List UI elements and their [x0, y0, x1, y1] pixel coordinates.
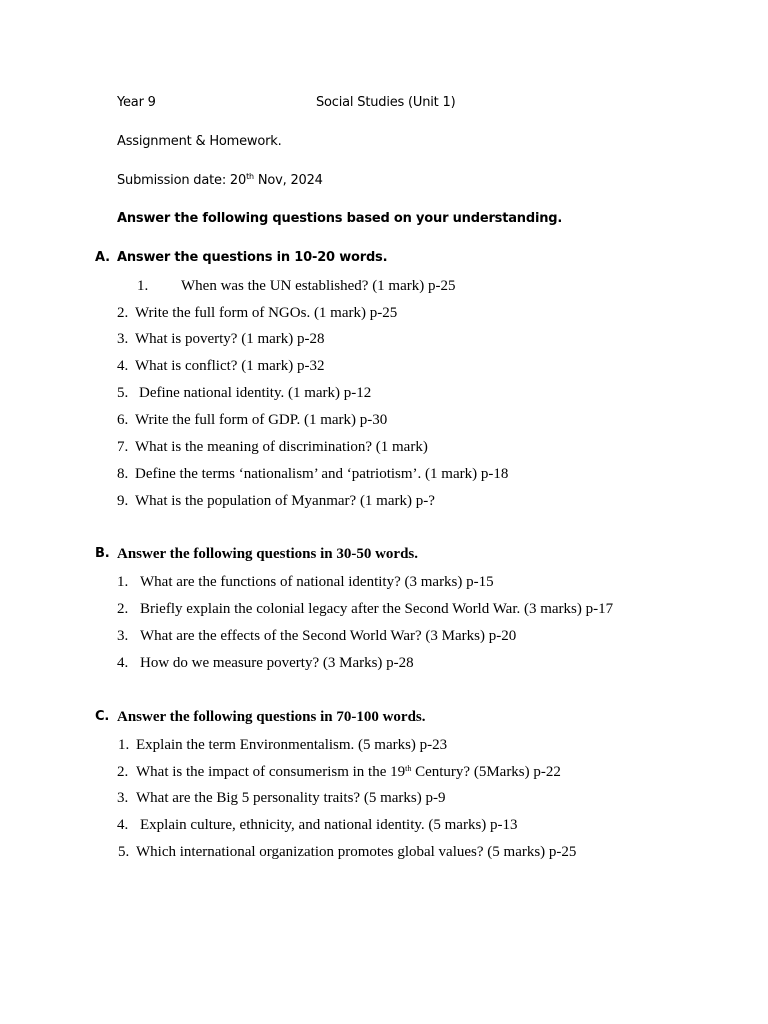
item-text: What is poverty? (1 mark) p-28 [135, 331, 325, 347]
item-number: 5. [118, 844, 130, 860]
list-item [117, 789, 446, 807]
item-text-sup: th [405, 764, 412, 773]
submission-suffix: Nov, 2024 [253, 173, 323, 188]
item-number: 1. [118, 737, 130, 753]
item-text: Explain the term Environmentalism. (5 marks) p-23 [136, 737, 448, 753]
item-text: What are the effects of the Second World War? (3 Marks) p-20 [140, 628, 517, 644]
item-number: 6. [117, 412, 129, 428]
submission-date [117, 172, 323, 190]
item-number: 2. [117, 764, 129, 780]
item-text: Define the terms ‘nationalism’ and ‘patriotism’. (1 mark) p-18 [135, 466, 509, 482]
item-text: Define national identity. (1 mark) p-12 [139, 385, 372, 401]
list-item [117, 573, 494, 591]
submission-sup: th [246, 172, 254, 181]
item-number: 4. [117, 655, 129, 671]
item-text: What is the impact of consumerism in the 19 [136, 764, 406, 780]
list-item [117, 816, 518, 834]
item-text: When was the UN established? (1 mark) p-25 [181, 278, 456, 294]
item-number: 4. [117, 817, 129, 833]
list-item [117, 357, 325, 375]
item-number: 2. [117, 601, 129, 617]
list-item [117, 492, 435, 510]
item-text: Write the full form of GDP. (1 mark) p-30 [135, 412, 388, 428]
list-item [117, 763, 561, 781]
item-text: What is the meaning of discrimination? (1 mark) [135, 439, 428, 455]
item-text: How do we measure poverty? (3 Marks) p-28 [140, 655, 414, 671]
list-item [117, 411, 387, 429]
section-a-title: Answer the questions in 10-20 words. [117, 250, 388, 265]
year-label: Year 9 [117, 95, 156, 110]
item-text: Century? (5Marks) p-22 [411, 764, 561, 780]
section-c-letter: C. [95, 709, 110, 724]
section-b-title: Answer the following questions in 30-50 words. [117, 546, 419, 562]
item-text: Write the full form of NGOs. (1 mark) p-25 [135, 305, 398, 321]
list-item [117, 627, 516, 645]
section-b-letter: B. [95, 546, 110, 561]
item-text: What is the population of Myanmar? (1 mark) p-? [135, 493, 435, 509]
item-number: 9. [117, 493, 129, 509]
item-number: 3. [117, 331, 129, 347]
item-number: 3. [117, 628, 129, 644]
item-text: What are the Big 5 personality traits? (5 marks) p-9 [136, 790, 446, 806]
item-number: 1. [137, 278, 149, 294]
item-number: 4. [117, 358, 129, 374]
list-item [117, 384, 371, 402]
item-number: 7. [117, 439, 129, 455]
list-item [117, 304, 397, 322]
item-text: Explain culture, ethnicity, and national identity. (5 marks) p-13 [140, 817, 518, 833]
item-number: 5. [117, 385, 129, 401]
list-item [137, 277, 456, 295]
list-item [118, 736, 447, 754]
item-number: 8. [117, 466, 129, 482]
subject-title: Social Studies (Unit 1) [316, 95, 456, 110]
item-number: 3. [117, 790, 129, 806]
list-item [117, 330, 325, 348]
item-text: Briefly explain the colonial legacy after the Second World War. (3 marks) p-17 [140, 601, 614, 617]
instruction-heading: Answer the following questions based on your understanding. [117, 211, 563, 226]
assignment-label: Assignment & Homework. [117, 134, 282, 149]
section-a-letter: A. [95, 250, 110, 265]
list-item [117, 654, 414, 672]
item-text: What are the functions of national identity? (3 marks) p-15 [140, 574, 494, 590]
item-text: Which international organization promotes global values? (5 marks) p-25 [136, 844, 577, 860]
item-number: 1. [117, 574, 129, 590]
list-item [117, 438, 428, 456]
item-number: 2. [117, 305, 129, 321]
section-c-title: Answer the following questions in 70-100 words. [117, 709, 426, 725]
submission-prefix: Submission date: 20 [117, 173, 247, 188]
item-text: What is conflict? (1 mark) p-32 [135, 358, 325, 374]
list-item [117, 600, 613, 618]
list-item [118, 843, 576, 861]
list-item [117, 465, 508, 483]
